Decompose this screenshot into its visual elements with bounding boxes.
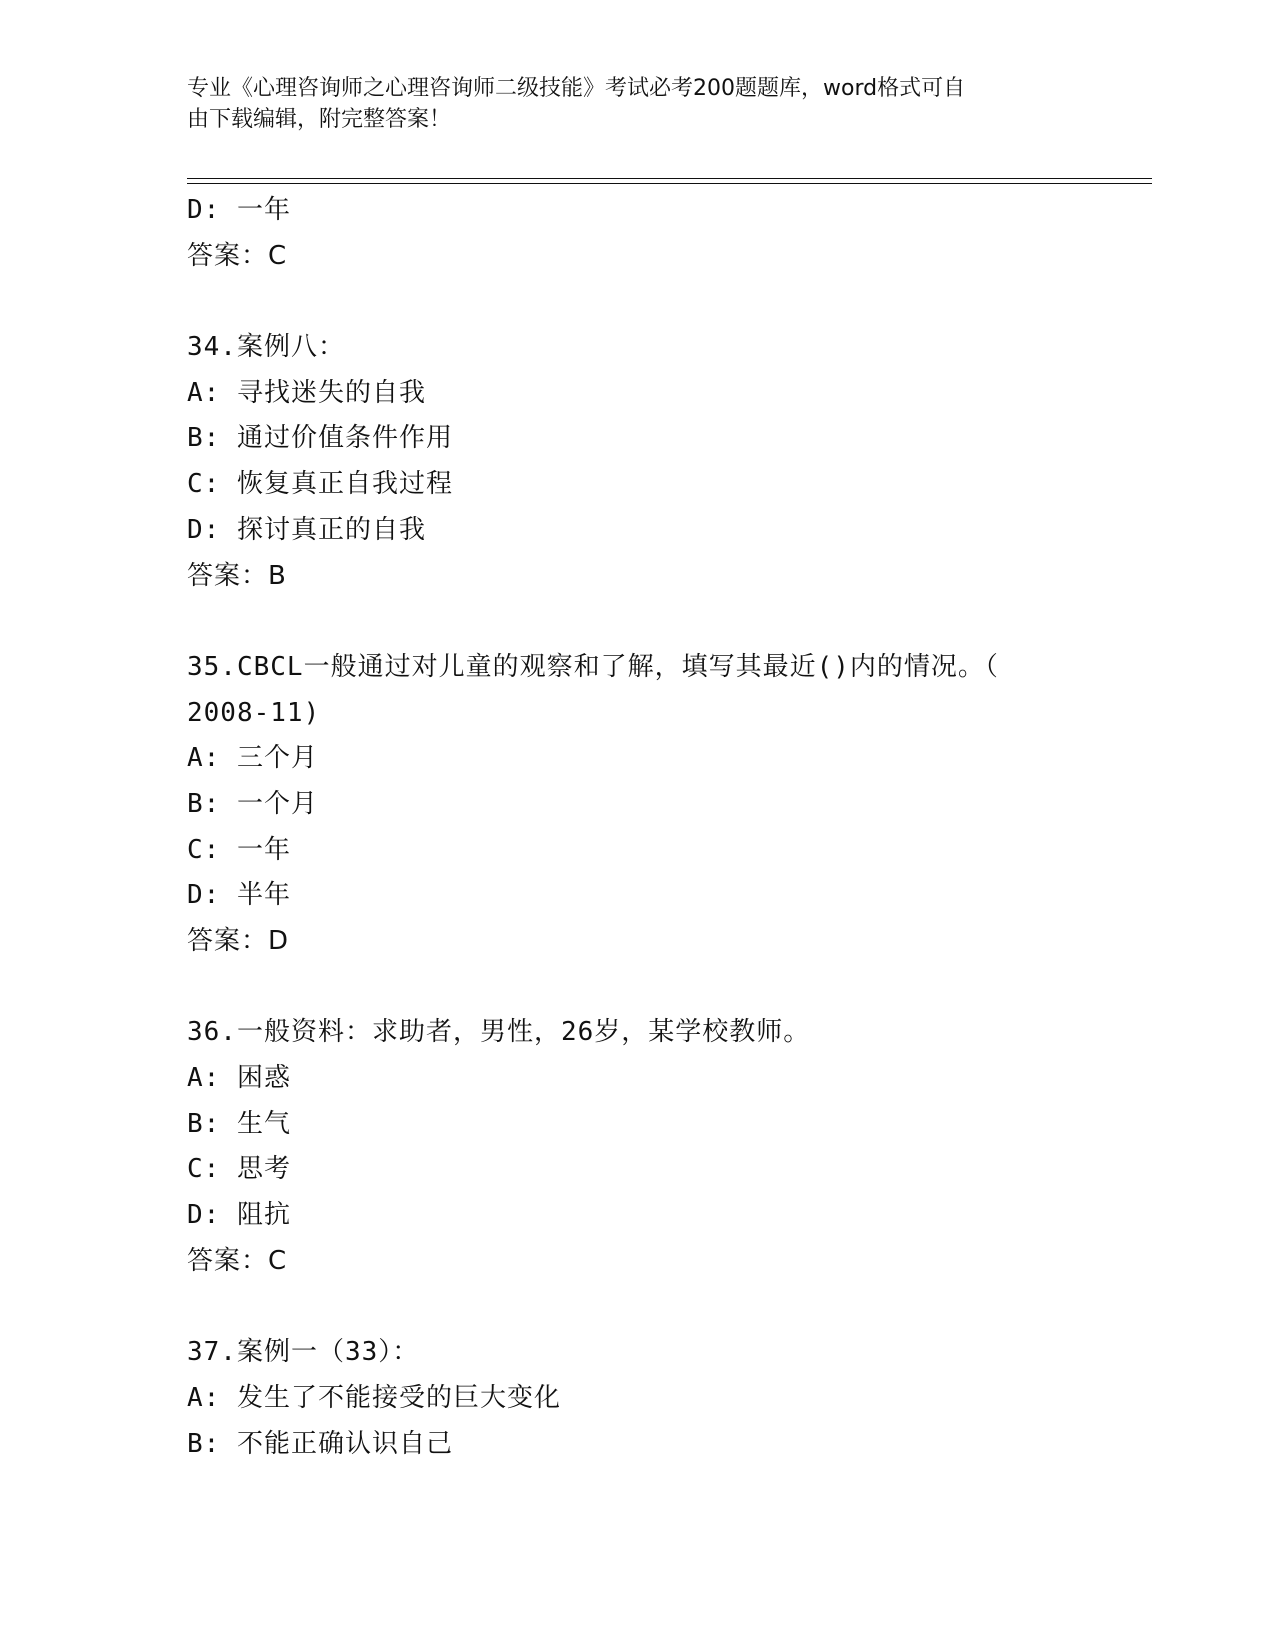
question-stem: 37.案例一（33）： [187, 1337, 420, 1368]
option-b: B: 生气 [187, 1108, 291, 1139]
option-c: C: 恢复真正自我过程 [187, 469, 453, 500]
option-d: D: 探讨真正的自我 [187, 514, 426, 545]
option-b: B: 通过价值条件作用 [187, 423, 453, 454]
header-divider-top [187, 178, 1152, 179]
spacer [187, 1285, 1152, 1331]
option-a: A: 发生了不能接受的巨大变化 [187, 1382, 561, 1413]
question-stem: 36.一般资料：求助者，男性，26岁，某学校教师。 [187, 1017, 811, 1048]
question-block-35 [187, 645, 1152, 965]
question-stem-continuation: 2008-11) [187, 697, 321, 728]
header-line-2: 由下载编辑，附完整答案！ [187, 107, 452, 132]
question-block-36 [187, 1010, 1152, 1284]
question-block-33 [187, 188, 1152, 279]
question-list [187, 188, 1152, 1467]
option-d: D: 一年 [187, 195, 291, 225]
question-block-34 [187, 325, 1152, 599]
option-c: C: 一年 [187, 834, 291, 865]
option-d: D: 阻抗 [187, 1200, 291, 1231]
spacer [187, 279, 1152, 325]
answer-line: 答案：C [187, 240, 288, 271]
document-header [187, 73, 1067, 135]
option-a: A: 寻找迷失的自我 [187, 377, 426, 408]
option-d: D: 半年 [187, 880, 291, 911]
header-line-1: 专业《心理咨询师之心理咨询师二级技能》考试必考200题题库，word格式可自 [187, 76, 966, 101]
question-stem: 34.案例八： [187, 332, 345, 363]
option-b: B: 不能正确认识自己 [187, 1428, 453, 1459]
answer-line: 答案：B [187, 560, 287, 591]
header-divider-bottom [187, 183, 1152, 184]
option-b: B: 一个月 [187, 788, 318, 819]
answer-line: 答案：D [187, 926, 290, 956]
question-block-37 [187, 1330, 1152, 1467]
option-a: A: 三个月 [187, 743, 318, 774]
question-stem: 35.CBCL一般通过对儿童的观察和了解，填写其最近()内的情况。（ [187, 651, 999, 682]
spacer [187, 965, 1152, 1011]
option-c: C: 思考 [187, 1154, 291, 1185]
spacer [187, 599, 1152, 645]
answer-line: 答案：C [187, 1245, 288, 1276]
option-a: A: 困惑 [187, 1063, 291, 1094]
